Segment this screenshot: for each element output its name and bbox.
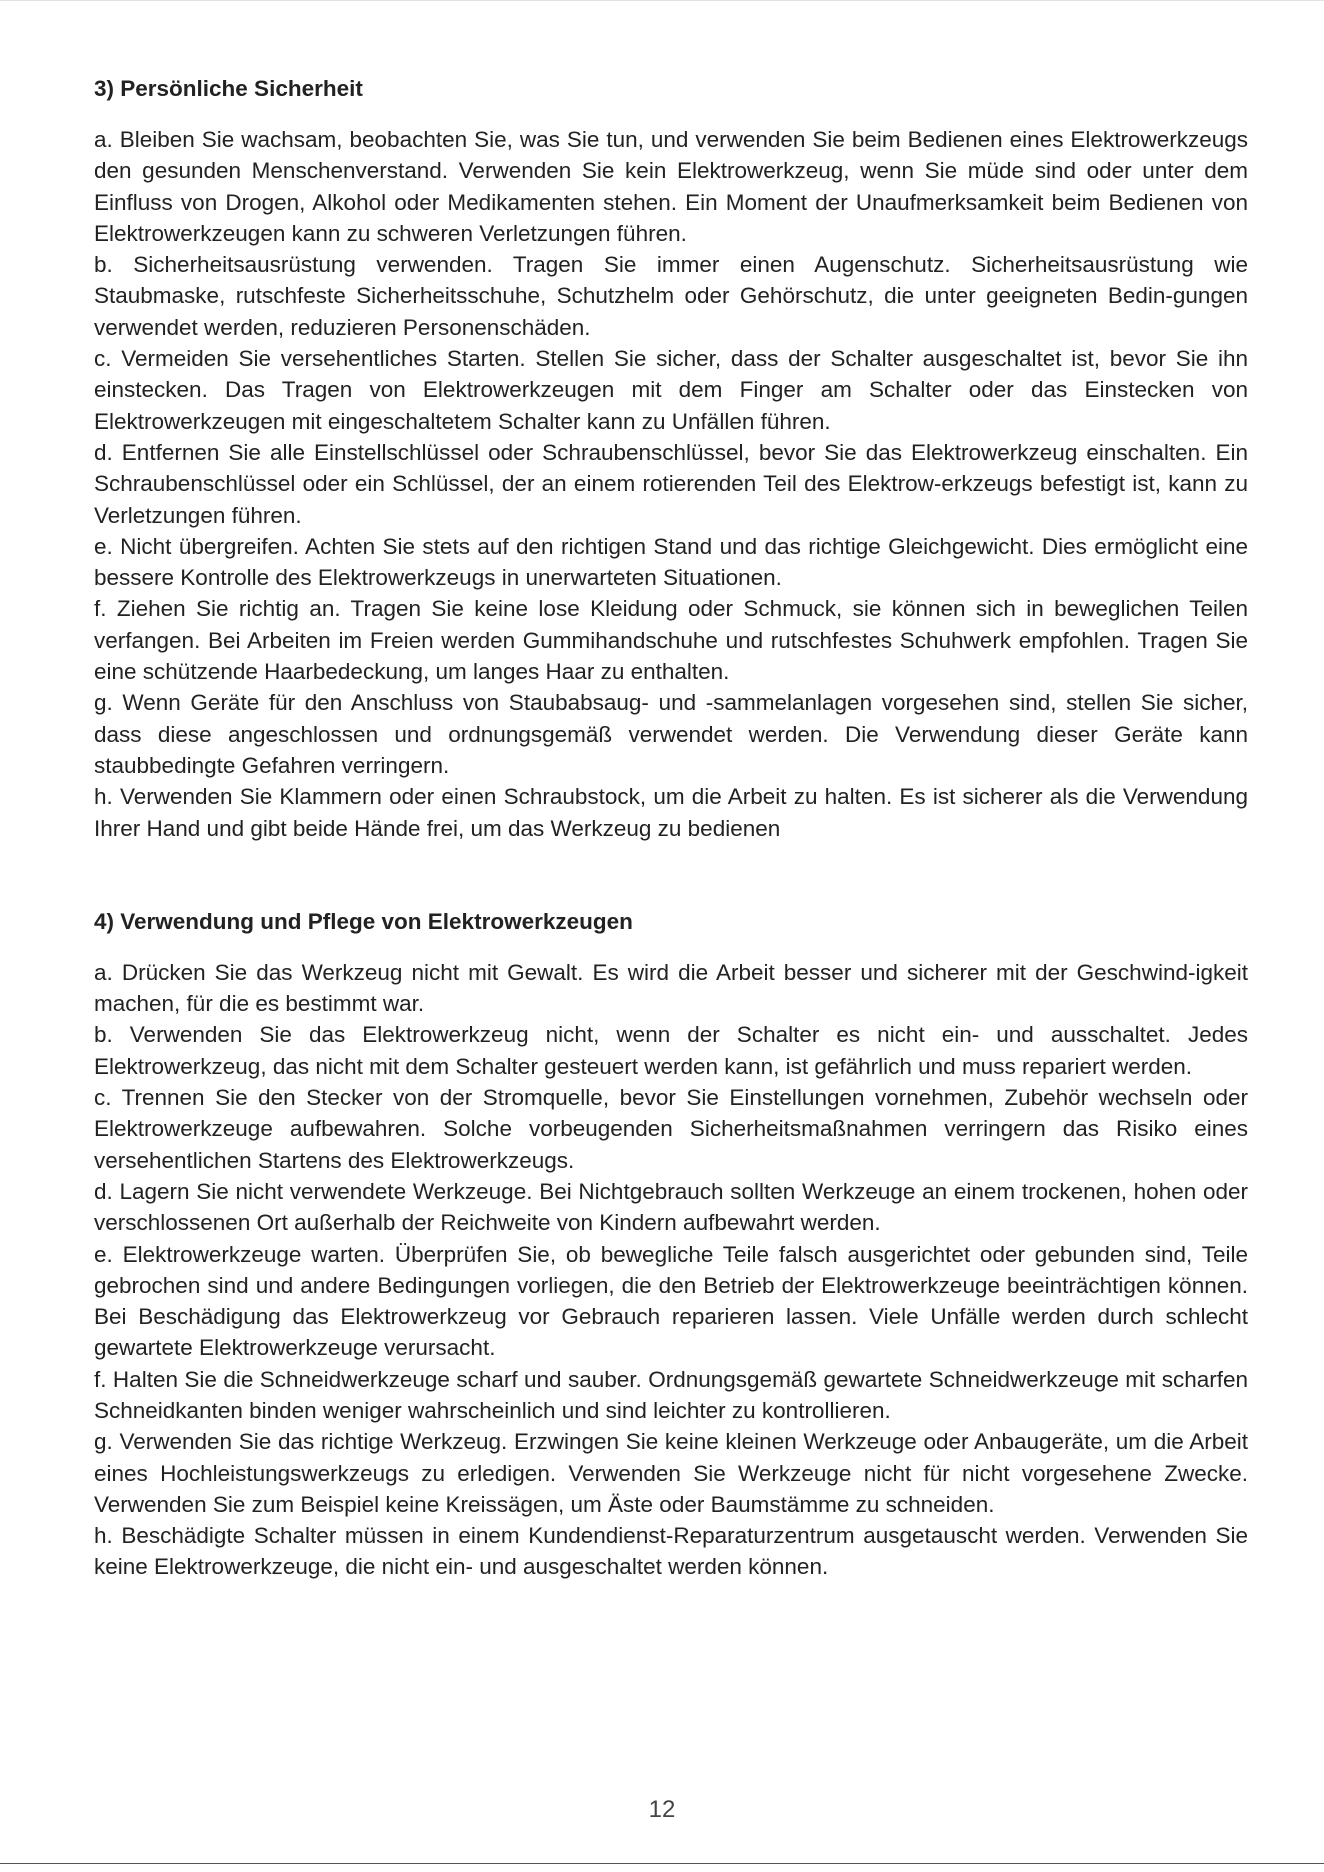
paragraph: e. Elektrowerkzeuge warten. Überprüfen Sie, ob bewegliche Teile falsch ausgerichtet oder gebunden sind, Teile gebrochen sind und andere Bedingungen vorliegen, die den Betrieb der Elektrowerkzeuge beeinträchtigen können. Bei Beschädigung das Elektrowerkzeug vor Gebrauch reparieren lassen. Viele Unfälle werden durch schlecht gewartete Elektrowerkzeuge verursacht. (94, 1241, 1248, 1361)
section-power-tool-use-care (94, 906, 1248, 1583)
paragraph: c. Trennen Sie den Stecker von der Stromquelle, bevor Sie Einstellungen vornehmen, Zubehör wechseln oder Elektrowerkzeuge aufbewahren. Solche vorbeugenden Sicherheitsmaßnahmen verringern das Risiko eines versehentlichen Startens des Elektrowerkzeugs. (94, 1085, 1248, 1173)
paragraph: a. Drücken Sie das Werkzeug nicht mit Gewalt. Es wird die Arbeit besser und sicherer mit der Geschwind-igkeit machen, für die es bestimmt war. (94, 959, 1248, 1017)
section-heading: 4) Verwendung und Pflege von Elektrowerkzeugen (94, 908, 633, 934)
paragraph: b. Sicherheitsausrüstung verwenden. Tragen Sie immer einen Augenschutz. Sicherheitsausrüstung wie Staubmaske, rutschfeste Sicherheitsschuhe, Schutzhelm oder Gehörschutz, die unter geeigneten Bedin-gungen verwendet werden, reduzieren Personenschäden. (94, 252, 1248, 340)
paragraph: c. Vermeiden Sie versehentliches Starten. Stellen Sie sicher, dass der Schalter ausgeschaltet ist, bevor Sie ihn einstecken. Das Tragen von Elektrowerkzeugen mit dem Finger am Schalter oder das Einstecken von Elektrowerkzeugen mit eingeschaltetem Schalter kann zu Unfällen führen. (94, 346, 1248, 434)
section-heading: 3) Persönliche Sicherheit (94, 76, 363, 101)
paragraph: g. Verwenden Sie das richtige Werkzeug. Erzwingen Sie keine kleinen Werkzeuge oder Anbaugeräte, um die Arbeit eines Hochleistungswerkzeugs zu erledigen. Verwenden Sie Werkzeuge nicht für nicht vorgesehene Zwecke. Verwenden Sie zum Beispiel keine Kreissägen, um Äste oder Baumstämme zu schneiden. (94, 1429, 1248, 1517)
section-spacer (94, 844, 1248, 906)
paragraph: b. Verwenden Sie das Elektrowerkzeug nicht, wenn der Schalter es nicht ein- und ausschaltet. Jedes Elektrowerkzeug, das nicht mit dem Schalter gesteuert werden kann, ist gefährlich und muss repariert werden. (94, 1022, 1248, 1079)
paragraph: h. Verwenden Sie Klammern oder einen Schraubstock, um die Arbeit zu halten. Es ist sicherer als die Verwendung Ihrer Hand und gibt beide Hände frei, um das Werkzeug zu bedienen (94, 784, 1248, 841)
paragraph: a. Bleiben Sie wachsam, beobachten Sie, was Sie tun, und verwenden Sie beim Bedienen eines Elektrowerkzeugs den gesunden Menschenverstand. Verwenden Sie kein Elektrowerkzeug, wenn Sie müde sind oder unter dem Einfluss von Drogen, Alkohol oder Medikamenten stehen. Ein Moment der Unaufmerksamkeit beim Bedienen von Elektrowerkzeugen kann zu schweren Verletzungen führen. (94, 127, 1248, 246)
paragraph: f. Halten Sie die Schneidwerkzeuge scharf und sauber. Ordnungsgemäß gewartete Schneidwerkzeuge mit scharfen Schneidkanten binden weniger wahrscheinlich und sind leichter zu kontrollieren. (94, 1366, 1248, 1423)
bottom-divider (0, 1863, 1324, 1864)
page-content (94, 73, 1248, 1583)
paragraph: g. Wenn Geräte für den Anschluss von Staubabsaug- und -sammelanlagen vorgesehen sind, stellen Sie sicher, dass diese angeschlossen und ordnungsgemäß verwendet werden. Die Verwendung dieser Geräte kann staubbedingte Gefahren verringern. (94, 690, 1248, 778)
page-number: 12 (648, 1796, 676, 1823)
section-personal-safety (94, 73, 1248, 844)
paragraph: e. Nicht übergreifen. Achten Sie stets auf den richtigen Stand und das richtige Gleichgewicht. Dies ermöglicht eine bessere Kontrolle des Elektrowerkzeugs in unerwarteten Situationen. (94, 533, 1248, 591)
paragraph: d. Entfernen Sie alle Einstellschlüssel oder Schraubenschlüssel, bevor Sie das Elektrowerkzeug einschalten. Ein Schraubenschlüssel oder ein Schlüssel, der an einem rotierenden Teil des Elektrow-erkzeugs befestigt ist, kann zu Verletzungen führen. (94, 439, 1248, 528)
paragraph: h. Beschädigte Schalter müssen in einem Kundendienst-Reparaturzentrum ausgetauscht werden. Verwenden Sie keine Elektrowerkzeuge, die nicht ein- und ausgeschaltet werden können. (94, 1523, 1248, 1580)
paragraph: f. Ziehen Sie richtig an. Tragen Sie keine lose Kleidung oder Schmuck, sie können sich in beweglichen Teilen verfangen. Bei Arbeiten im Freien werden Gummihandschuhe und rutschfestes Schuhwerk empfohlen. Tragen Sie eine schützende Haarbedeckung, um langes Haar zu enthalten. (94, 596, 1248, 685)
paragraph: d. Lagern Sie nicht verwendete Werkzeuge. Bei Nichtgebrauch sollten Werkzeuge an einem trockenen, hohen oder verschlossenen Ort außerhalb der Reichweite von Kindern aufbewahrt werden. (94, 1178, 1248, 1236)
